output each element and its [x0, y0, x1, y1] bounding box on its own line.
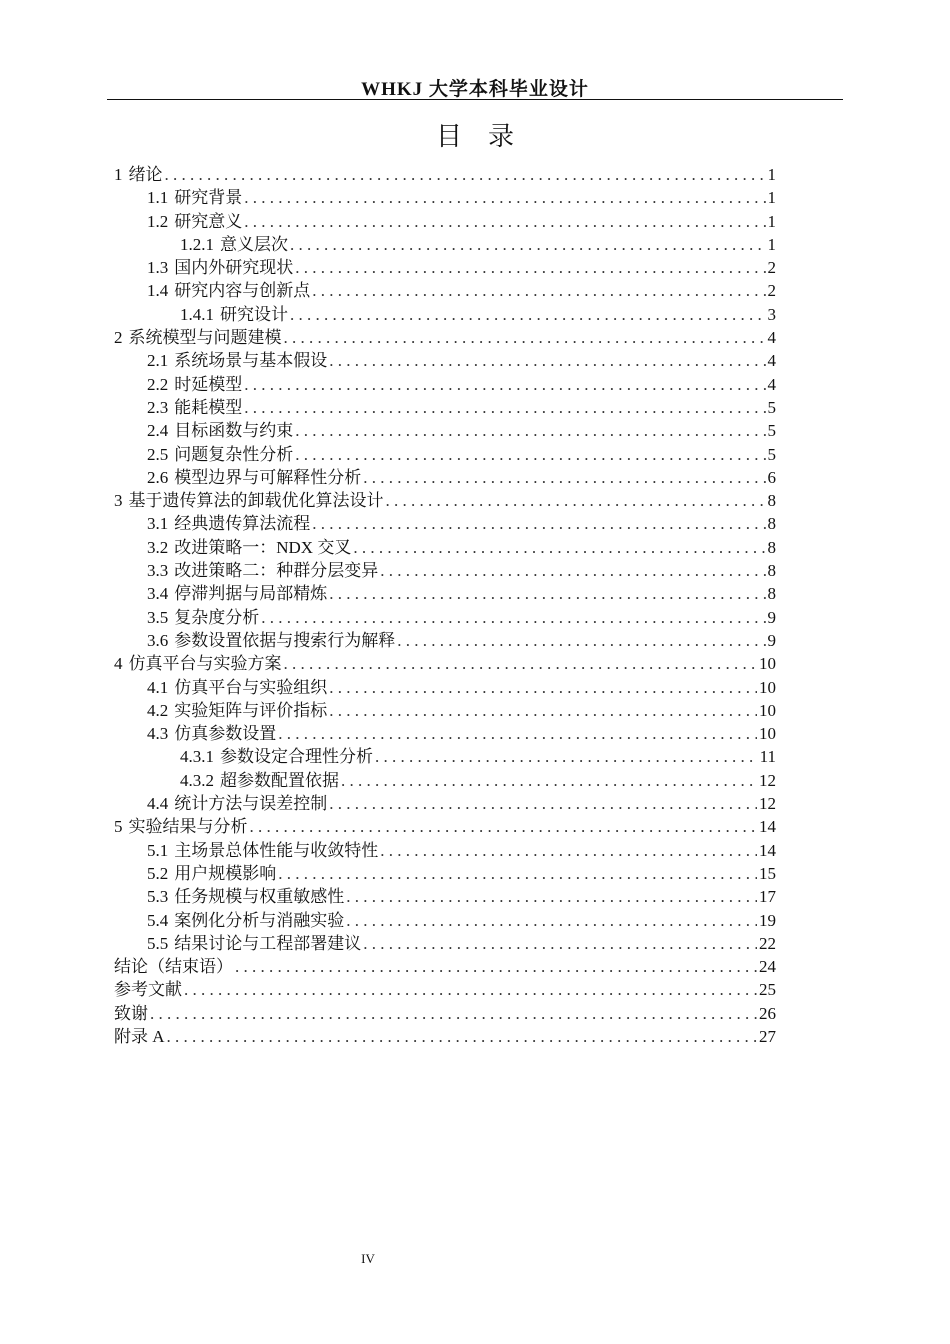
toc-leader-dots: [278, 862, 757, 885]
toc-entry-number: 1.3: [147, 258, 169, 278]
toc-entry-label: 主场景总体性能与收敛特性: [174, 840, 379, 860]
toc-leader-dots: [167, 1025, 757, 1048]
toc-entry-label: 研究内容与创新点: [174, 281, 311, 301]
toc-entry-page: 27: [759, 1026, 776, 1046]
toc-entry-page: 10: [759, 654, 776, 674]
toc-entry-label: 国内外研究现状: [174, 258, 294, 278]
toc-entry-number: 4.4: [147, 794, 169, 814]
toc-entry-label: 致谢: [114, 1003, 148, 1023]
toc-entry[interactable]: [114, 443, 776, 466]
toc-leader-dots: [150, 1002, 757, 1025]
toc-entry-page: 17: [759, 887, 776, 907]
toc-entry-number: 1.2.1: [180, 234, 214, 254]
toc-entry[interactable]: [114, 186, 776, 209]
toc-leader-dots: [235, 955, 757, 978]
toc-leader-dots: [244, 396, 765, 419]
toc-entry-label: 改进策略一：NDX 交叉: [174, 537, 352, 557]
toc-leader-dots: [380, 559, 765, 582]
toc-entry-label: 任务规模与权重敏感性: [174, 887, 345, 907]
toc-entry[interactable]: [114, 722, 776, 745]
toc-entry-label: 结论（结束语）: [114, 957, 233, 977]
toc-entry[interactable]: [114, 419, 776, 442]
toc-entry-page: 11: [759, 747, 776, 767]
toc-leader-dots: [375, 745, 758, 768]
toc-entry-page: 2: [767, 258, 776, 278]
toc-entry[interactable]: [114, 1002, 776, 1025]
toc-entry-page: 4: [767, 351, 776, 371]
toc-leader-dots: [329, 582, 765, 605]
page-number: IV: [361, 1251, 375, 1266]
toc-entry-page: 24: [759, 957, 776, 977]
toc-entry-page: 1: [767, 165, 776, 184]
toc-leader-dots: [329, 349, 765, 372]
toc-entry-label: 能耗模型: [174, 397, 243, 417]
toc-leader-dots: [295, 443, 765, 466]
toc-entry[interactable]: [114, 256, 776, 279]
toc-entry-number: 1.2: [147, 211, 169, 231]
toc-entry-page: 12: [759, 794, 776, 814]
toc-entry-number: 4: [114, 654, 123, 674]
toc-entry-number: 2.6: [147, 467, 169, 487]
toc-leader-dots: [165, 163, 766, 186]
toc-entry[interactable]: [114, 1025, 776, 1048]
toc-leader-dots: [290, 233, 766, 256]
toc-entry-page: 5: [767, 397, 776, 417]
toc-entry[interactable]: [114, 512, 776, 535]
toc-entry-number: 1: [114, 165, 123, 184]
toc-entry-page: 10: [759, 677, 776, 697]
toc-leader-dots: [312, 512, 765, 535]
toc-entry-label: 复杂度分析: [174, 607, 260, 627]
toc-entry-page: 1: [767, 234, 776, 254]
toc-entry-label: 仿真平台与实验方案: [128, 654, 282, 674]
toc-entry-number: 4.3.1: [180, 747, 214, 767]
toc-entry-label: 目标函数与约束: [174, 421, 294, 441]
toc-entry[interactable]: [114, 582, 776, 605]
toc-entry-label: 结果讨论与工程部署建议: [174, 933, 362, 953]
toc-entry-label: 超参数配置依据: [220, 770, 339, 790]
toc-entry-number: 1.4.1: [180, 304, 214, 324]
toc-entry-page: 3: [767, 304, 776, 324]
toc-entry[interactable]: [114, 699, 776, 722]
toc-leader-dots: [244, 186, 765, 209]
toc-entry-label: 系统场景与基本假设: [174, 351, 328, 371]
toc-entry-label: 统计方法与误差控制: [174, 794, 328, 814]
toc-entry-number: 2: [114, 328, 123, 348]
toc-entry-page: 22: [759, 933, 776, 953]
toc-entry-page: 9: [767, 630, 776, 650]
toc-entry-number: 3.1: [147, 514, 169, 534]
toc-entry-label: 模型边界与可解释性分析: [174, 467, 362, 487]
toc-leader-dots: [312, 279, 765, 302]
toc-entry-page: 10: [759, 700, 776, 720]
toc-entry-page: 15: [759, 863, 776, 883]
toc-entry-number: 4.3: [147, 724, 169, 744]
toc-entry-page: 1: [767, 211, 776, 231]
toc-leader-dots: [386, 489, 766, 512]
toc-entry-label: 附录 A: [114, 1026, 165, 1046]
toc-entry[interactable]: [114, 955, 776, 978]
page-title: 目 录: [435, 122, 514, 152]
toc-entry[interactable]: [114, 815, 776, 838]
toc-entry-number: 4.3.2: [180, 770, 214, 790]
toc-leader-dots: [295, 256, 765, 279]
toc-entry-number: 2.4: [147, 421, 169, 441]
toc-entry-number: 5.1: [147, 840, 169, 860]
toc-entry-page: 8: [767, 561, 776, 581]
toc-entry-label: 系统模型与问题建模: [128, 328, 282, 348]
toc-entry[interactable]: [114, 745, 776, 768]
toc-entry-label: 基于遗传算法的卸载优化算法设计: [128, 491, 384, 511]
toc-leader-dots: [261, 606, 765, 629]
toc-entry-number: 3.2: [147, 537, 169, 557]
toc-entry-page: 14: [759, 817, 776, 837]
toc-entry-label: 问题复杂性分析: [174, 444, 294, 464]
toc-entry-number: 4.1: [147, 677, 169, 697]
toc-entry-label: 参数设置依据与搜索行为解释: [174, 630, 396, 650]
toc-entry-label: 参数设定合理性分析: [220, 747, 373, 767]
toc-leader-dots: [290, 303, 766, 326]
toc-entry[interactable]: [114, 466, 776, 489]
toc-leader-dots: [329, 699, 757, 722]
toc-entry-number: 2.2: [147, 374, 169, 394]
toc-entry[interactable]: [114, 559, 776, 582]
toc-entry-page: 8: [767, 537, 776, 557]
toc-leader-dots: [244, 210, 765, 233]
toc-entry[interactable]: [114, 210, 776, 233]
toc-leader-dots: [329, 676, 757, 699]
toc-entry[interactable]: [114, 676, 776, 699]
toc-leader-dots: [295, 419, 765, 442]
toc-entry-number: 3.3: [147, 561, 169, 581]
toc-entry-number: 2.3: [147, 397, 169, 417]
toc-leader-dots: [353, 536, 765, 559]
toc-entry-page: 4: [767, 328, 776, 348]
toc-leader-dots: [346, 885, 757, 908]
table-of-contents: [114, 163, 776, 1048]
toc-entry[interactable]: [114, 303, 776, 326]
toc-entry-page: 19: [759, 910, 776, 930]
toc-entry[interactable]: [114, 652, 776, 675]
toc-entry[interactable]: [114, 349, 776, 372]
toc-leader-dots: [363, 932, 757, 955]
toc-entry[interactable]: [114, 163, 776, 186]
toc-leader-dots: [363, 466, 765, 489]
toc-entry[interactable]: [114, 839, 776, 862]
toc-entry[interactable]: [114, 629, 776, 652]
toc-entry[interactable]: [114, 396, 776, 419]
toc-entry-number: 5.5: [147, 933, 169, 953]
toc-entry-page: 4: [767, 374, 776, 394]
toc-leader-dots: [284, 652, 758, 675]
toc-entry[interactable]: [114, 373, 776, 396]
toc-entry-page: 1: [767, 188, 776, 208]
toc-entry-label: 时延模型: [174, 374, 243, 394]
toc-entry-number: 3.6: [147, 630, 169, 650]
toc-entry-label: 绪论: [128, 165, 163, 184]
toc-entry-label: 案例化分析与消融实验: [174, 910, 345, 930]
toc-leader-dots: [341, 769, 757, 792]
toc-entry-number: 3.5: [147, 607, 169, 627]
toc-entry-label: 停滞判据与局部精炼: [174, 584, 328, 604]
toc-entry[interactable]: [114, 606, 776, 629]
toc-entry-label: 意义层次: [220, 234, 288, 254]
toc-entry-label: 用户规模影响: [174, 863, 277, 883]
toc-entry-page: 6: [767, 467, 776, 487]
toc-entry-number: 5.4: [147, 910, 169, 930]
toc-entry-label: 研究背景: [174, 188, 243, 208]
toc-entry-number: 5.2: [147, 863, 169, 883]
toc-entry-label: 研究意义: [174, 211, 243, 231]
toc-leader-dots: [250, 815, 758, 838]
toc-leader-dots: [397, 629, 765, 652]
toc-leader-dots: [184, 978, 757, 1001]
toc-entry-page: 5: [767, 444, 776, 464]
toc-entry-page: 9: [767, 607, 776, 627]
toc-entry-page: 14: [759, 840, 776, 860]
toc-entry-label: 经典遗传算法流程: [174, 514, 311, 534]
toc-entry-number: 4.2: [147, 700, 169, 720]
toc-entry-number: 5.3: [147, 887, 169, 907]
toc-entry[interactable]: [114, 932, 776, 955]
toc-entry-number: 3: [114, 491, 123, 511]
toc-leader-dots: [244, 373, 765, 396]
toc-entry-number: 2.1: [147, 351, 169, 371]
toc-entry[interactable]: [114, 769, 776, 792]
toc-entry-label: 改进策略二：种群分层变异: [174, 561, 379, 581]
toc-entry-page: 26: [759, 1003, 776, 1023]
toc-entry[interactable]: [114, 326, 776, 349]
toc-entry-label: 研究设计: [220, 304, 288, 324]
toc-entry[interactable]: [114, 792, 776, 815]
toc-entry-page: 2: [767, 281, 776, 301]
header-divider: [107, 99, 843, 100]
toc-entry-number: 1.1: [147, 188, 169, 208]
toc-entry-page: 8: [767, 584, 776, 604]
toc-entry-number: 2.5: [147, 444, 169, 464]
toc-entry-page: 10: [759, 724, 776, 744]
toc-entry-label: 参考文献: [114, 980, 182, 1000]
toc-entry-number: 3.4: [147, 584, 169, 604]
toc-entry-label: 仿真平台与实验组织: [174, 677, 328, 697]
toc-entry[interactable]: [114, 978, 776, 1001]
toc-entry-label: 实验矩阵与评价指标: [174, 700, 328, 720]
toc-entry-label: 实验结果与分析: [128, 817, 248, 837]
toc-entry[interactable]: [114, 233, 776, 256]
toc-entry[interactable]: [114, 862, 776, 885]
toc-leader-dots: [329, 792, 757, 815]
toc-entry-label: 仿真参数设置: [174, 724, 277, 744]
toc-leader-dots: [380, 839, 757, 862]
page-header: WHKJ 大学本科毕业设计: [361, 79, 589, 100]
toc-leader-dots: [284, 326, 766, 349]
toc-entry[interactable]: [114, 909, 776, 932]
toc-entry-number: 1.4: [147, 281, 169, 301]
toc-entry[interactable]: [114, 279, 776, 302]
toc-entry-page: 8: [767, 514, 776, 534]
toc-leader-dots: [278, 722, 757, 745]
toc-entry[interactable]: [114, 536, 776, 559]
toc-entry[interactable]: [114, 885, 776, 908]
toc-entry-page: 5: [767, 421, 776, 441]
toc-entry-number: 5: [114, 817, 123, 837]
toc-entry-page: 12: [759, 770, 776, 790]
toc-entry-page: 8: [767, 491, 776, 511]
toc-entry-page: 25: [759, 980, 776, 1000]
toc-entry[interactable]: [114, 489, 776, 512]
toc-leader-dots: [346, 909, 757, 932]
